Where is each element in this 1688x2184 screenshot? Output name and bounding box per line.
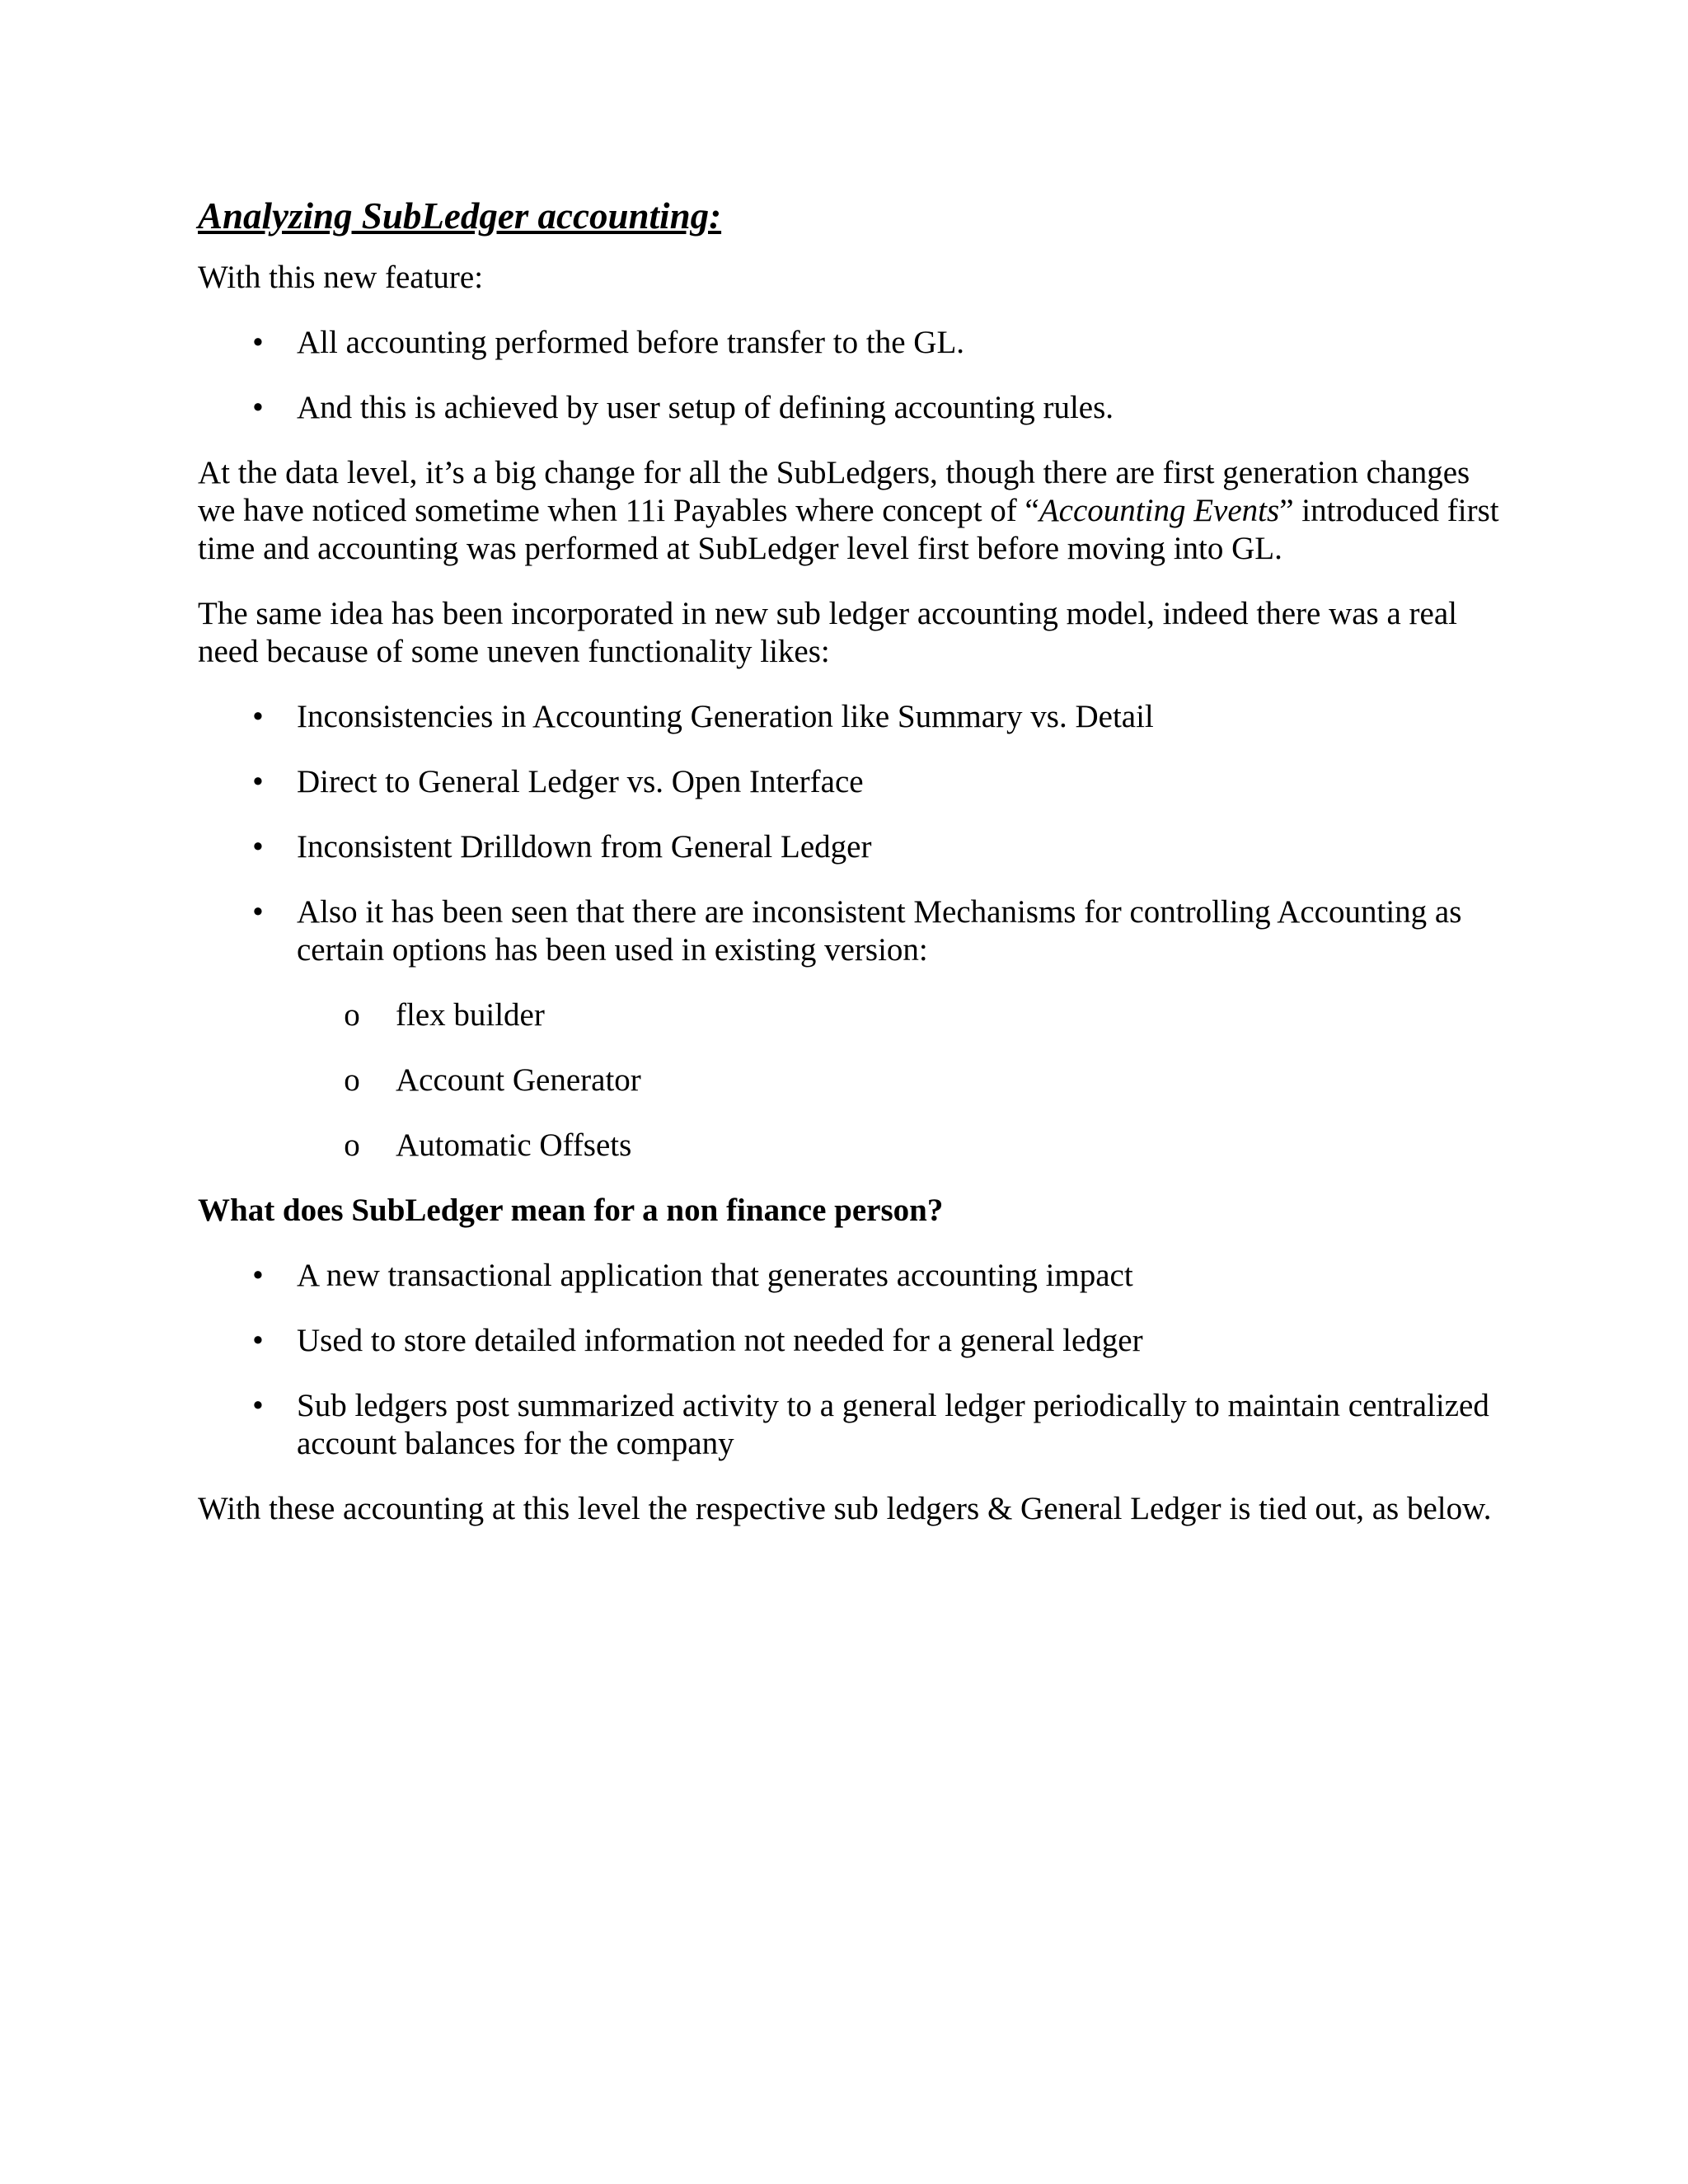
list-item (198, 1387, 1500, 1463)
list-item-text: Inconsistent Drilldown from General Ledger (297, 829, 872, 865)
issue-bullet-list (198, 698, 1500, 1165)
list-item-text: All accounting performed before transfer to the GL. (297, 325, 965, 360)
data-level-paragraph (198, 454, 1500, 568)
paragraph-text: At the data level, it’s a big change for all the SubLedgers, though there are first generation changes we have noticed sometime when 11i Payables where concept of “ (198, 455, 1470, 528)
sub-list-item (297, 1062, 1500, 1099)
hollow-bullet-icon: o (344, 1127, 360, 1163)
list-item-text: Also it has been seen that there are inconsistent Mechanisms for controlling Accounting as certain options has been used in existing version: (297, 894, 1462, 968)
list-item (198, 698, 1500, 736)
list-item (198, 389, 1500, 427)
list-item-text: Direct to General Ledger vs. Open Interface (297, 764, 864, 799)
list-item (198, 893, 1500, 1165)
list-item (198, 828, 1500, 866)
bullet-icon: • (252, 1388, 264, 1423)
sub-list-item (297, 1127, 1500, 1165)
option-subbullet-list (297, 996, 1500, 1165)
feature-bullet-list (198, 324, 1500, 427)
document-body (198, 194, 1500, 1555)
sub-list-item-text: Account Generator (396, 1062, 641, 1098)
bullet-icon: • (252, 325, 264, 360)
list-item-text: Used to store detailed information not needed for a general ledger (297, 1323, 1143, 1358)
accounting-events-term: Accounting Events (1039, 493, 1280, 528)
bullet-icon: • (252, 1258, 264, 1293)
list-item-text: Sub ledgers post summarized activity to a general ledger periodically to maintain centralized account balances for the company (297, 1388, 1489, 1461)
hollow-bullet-icon: o (344, 1062, 360, 1098)
sub-list-item-text: flex builder (396, 997, 545, 1033)
bullet-icon: • (252, 764, 264, 799)
document-heading: Analyzing SubLedger accounting: (198, 195, 722, 237)
list-item (198, 324, 1500, 362)
meaning-bullet-list (198, 1257, 1500, 1463)
bullet-icon: • (252, 390, 264, 425)
list-item (198, 1322, 1500, 1360)
paragraph-text: ” introduced first time and accounting was performed at SubLedger level first before moving into GL. (198, 493, 1499, 566)
bullet-icon: • (252, 699, 264, 734)
section-subheading: What does SubLedger mean for a non finance person? (198, 1193, 944, 1228)
bullet-icon: • (252, 829, 264, 865)
closing-paragraph: With these accounting at this level the respective sub ledgers & General Ledger is tied out, as below. (198, 1491, 1492, 1526)
list-item-text: Inconsistencies in Accounting Generation like Summary vs. Detail (297, 699, 1154, 734)
bullet-icon: • (252, 1323, 264, 1358)
same-idea-paragraph: The same idea has been incorporated in new sub ledger accounting model, indeed there was a real need because of some uneven functionality likes: (198, 596, 1457, 669)
bullet-icon: • (252, 894, 264, 930)
list-item (198, 1257, 1500, 1295)
sub-list-item-text: Automatic Offsets (396, 1127, 632, 1163)
list-item-text: A new transactional application that generates accounting impact (297, 1258, 1133, 1293)
intro-paragraph: With this new feature: (198, 260, 484, 295)
list-item (198, 763, 1500, 801)
sub-list-item (297, 996, 1500, 1034)
list-item-text: And this is achieved by user setup of defining accounting rules. (297, 390, 1114, 425)
hollow-bullet-icon: o (344, 997, 360, 1033)
